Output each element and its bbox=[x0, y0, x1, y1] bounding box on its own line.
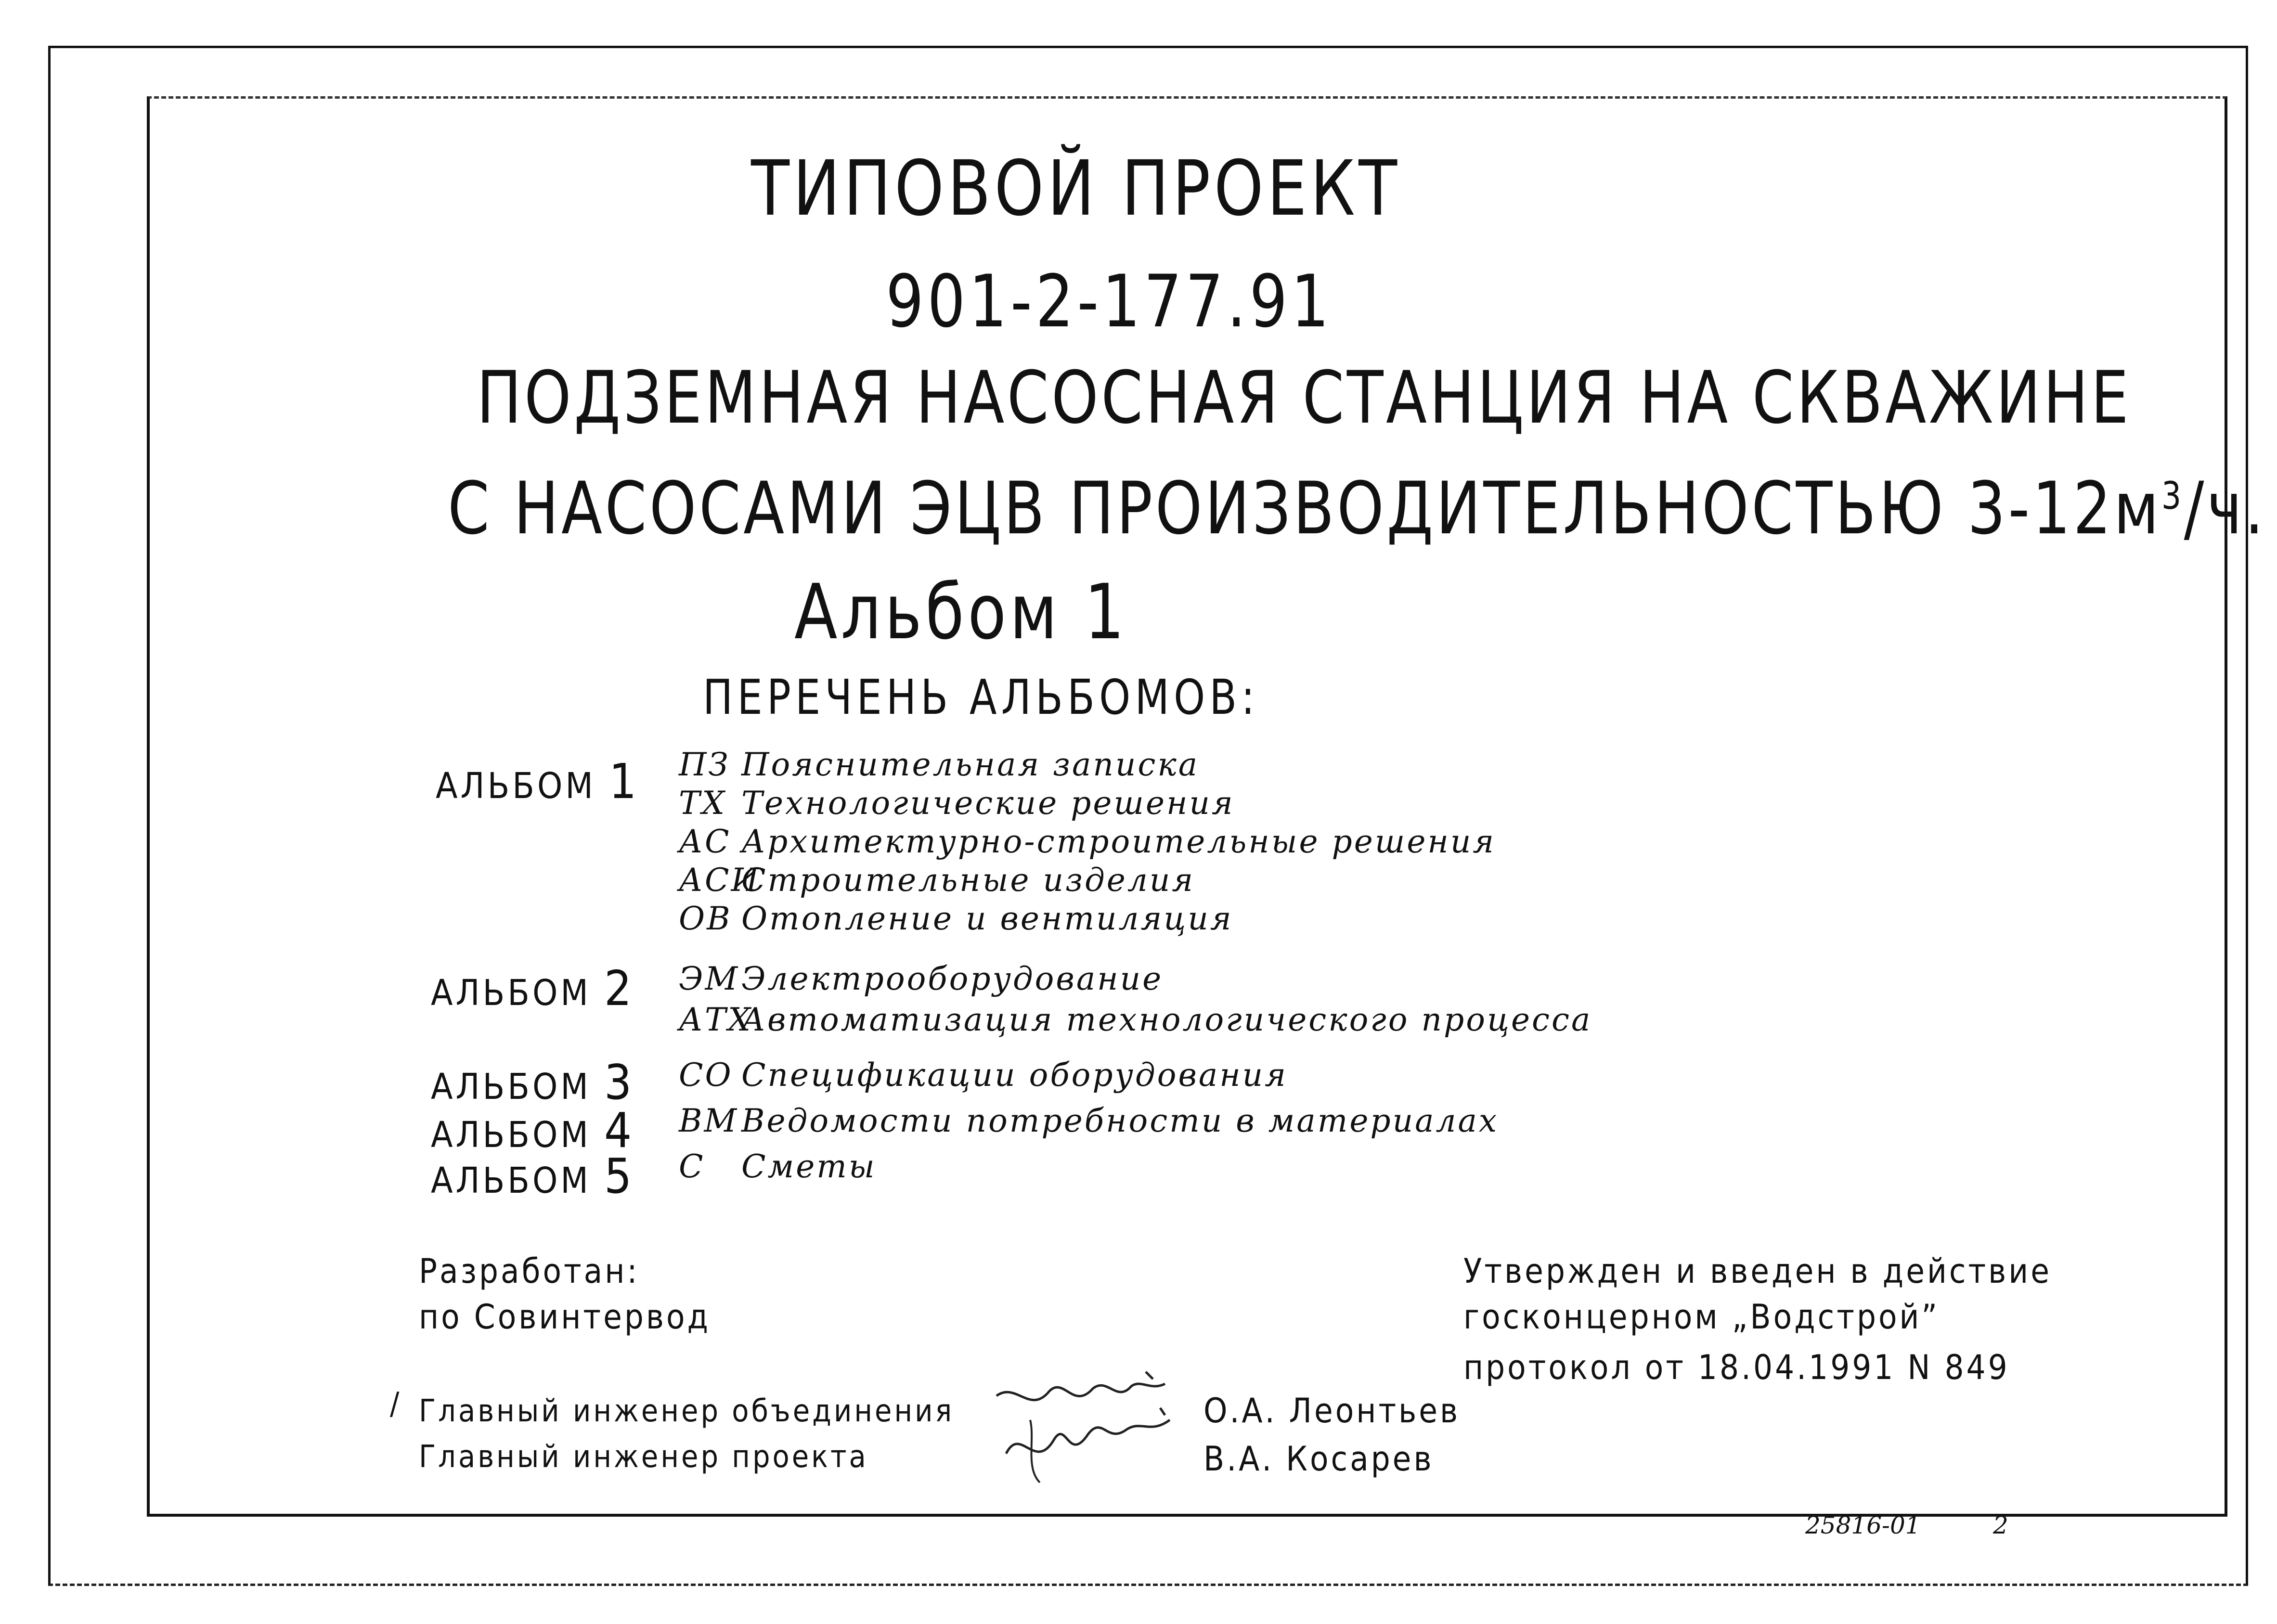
doc-item bbox=[679, 900, 1233, 937]
album-label-text: АЛЬБОМ bbox=[431, 1160, 591, 1201]
albums-list-heading: ПЕРЕЧЕНЬ АЛЬБОМОВ: bbox=[703, 669, 1259, 725]
album-number: 4 bbox=[604, 1102, 635, 1159]
doc-item bbox=[679, 785, 1235, 822]
doc-title: Строительные изделия bbox=[741, 862, 1195, 899]
document-number: 25816-01 bbox=[1805, 1511, 1921, 1539]
doc-code: ОВ bbox=[679, 900, 732, 937]
doc-code: АС bbox=[679, 823, 731, 860]
doc-item bbox=[679, 823, 1496, 860]
doc-item bbox=[679, 960, 1163, 997]
doc-title: Архитектурно-строительные решения bbox=[741, 823, 1496, 860]
approval-line2: госконцерном „Водстрой” bbox=[1463, 1297, 1940, 1337]
doc-code: СО bbox=[679, 1057, 733, 1094]
signature-role: Главный инженер проекта bbox=[419, 1439, 868, 1475]
title-unit-tail: /ч. bbox=[2184, 467, 2266, 551]
doc-item bbox=[679, 746, 1199, 783]
doc-code: ПЗ bbox=[679, 746, 730, 783]
doc-title: Спецификации оборудования bbox=[741, 1057, 1288, 1094]
album-label-text: АЛЬБОМ bbox=[431, 1066, 591, 1108]
doc-title: Отопление и вентиляция bbox=[741, 900, 1233, 937]
doc-title: Электрооборудование bbox=[741, 960, 1164, 997]
album-label-text: АЛЬБОМ bbox=[431, 1114, 591, 1156]
album-label bbox=[436, 753, 639, 810]
approval-line3: протокол от 18.04.1991 N 849 bbox=[1463, 1348, 2010, 1387]
doc-code: ЭМ bbox=[679, 960, 740, 997]
doc-title: Сметы bbox=[741, 1148, 877, 1185]
doc-title: Технологические решения bbox=[741, 785, 1235, 822]
signature-slash: / bbox=[390, 1386, 402, 1422]
doc-code: АСИ bbox=[679, 862, 761, 899]
title-line2-text: С НАСОСАМИ ЭЦВ ПРОИЗВОДИТЕЛЬНОСТЬЮ 3-12 bbox=[448, 467, 2114, 551]
developed-by-label: Разработан: bbox=[419, 1251, 640, 1291]
doc-code: С bbox=[679, 1148, 705, 1185]
album-label bbox=[431, 960, 634, 1017]
doc-code: ВМ bbox=[679, 1102, 739, 1139]
page-number: 2 bbox=[1993, 1511, 2008, 1539]
developed-by-org: по Совинтервод bbox=[419, 1297, 711, 1337]
signature-name: О.А. Леонтьев bbox=[1203, 1391, 1461, 1431]
project-title-line2 bbox=[448, 467, 2266, 551]
album-label-text: АЛЬБОМ bbox=[431, 972, 591, 1014]
title-unit-superscript: 3 bbox=[2161, 475, 2184, 518]
doc-item bbox=[679, 1102, 1499, 1139]
album-label-text: АЛЬБОМ bbox=[436, 765, 596, 807]
album-number: 2 bbox=[604, 960, 635, 1017]
doc-title: Автоматизация технологического процесса bbox=[741, 1001, 1592, 1038]
doc-item bbox=[679, 1057, 1288, 1094]
project-title-line1: ПОДЗЕМНАЯ НАСОСНАЯ СТАНЦИЯ НА СКВАЖИНЕ bbox=[477, 356, 2132, 440]
doc-code: ТХ bbox=[679, 785, 727, 822]
handwritten-signatures bbox=[987, 1362, 1189, 1487]
album-number: 5 bbox=[604, 1148, 635, 1204]
project-type-heading: ТИПОВОЙ ПРОЕКТ bbox=[751, 144, 1401, 233]
doc-item bbox=[679, 1001, 1592, 1038]
album-number: 1 bbox=[608, 753, 640, 810]
album-heading: Альбом 1 bbox=[794, 568, 1128, 657]
signature-role: Главный инженер объединения bbox=[419, 1393, 955, 1429]
project-number: 901-2-177.91 bbox=[886, 260, 1333, 344]
doc-title: Пояснительная записка bbox=[741, 746, 1200, 783]
doc-code: АТХ bbox=[679, 1001, 752, 1038]
album-number: 3 bbox=[604, 1054, 635, 1110]
approval-line1: Утвержден и введен в действие bbox=[1463, 1251, 2052, 1291]
signature-name: В.А. Косарев bbox=[1203, 1439, 1434, 1479]
doc-title: Ведомости потребности в материалах bbox=[741, 1102, 1499, 1139]
album-label bbox=[431, 1148, 634, 1204]
doc-item bbox=[679, 862, 1195, 899]
title-unit: м bbox=[2113, 467, 2162, 551]
doc-item bbox=[679, 1148, 877, 1185]
